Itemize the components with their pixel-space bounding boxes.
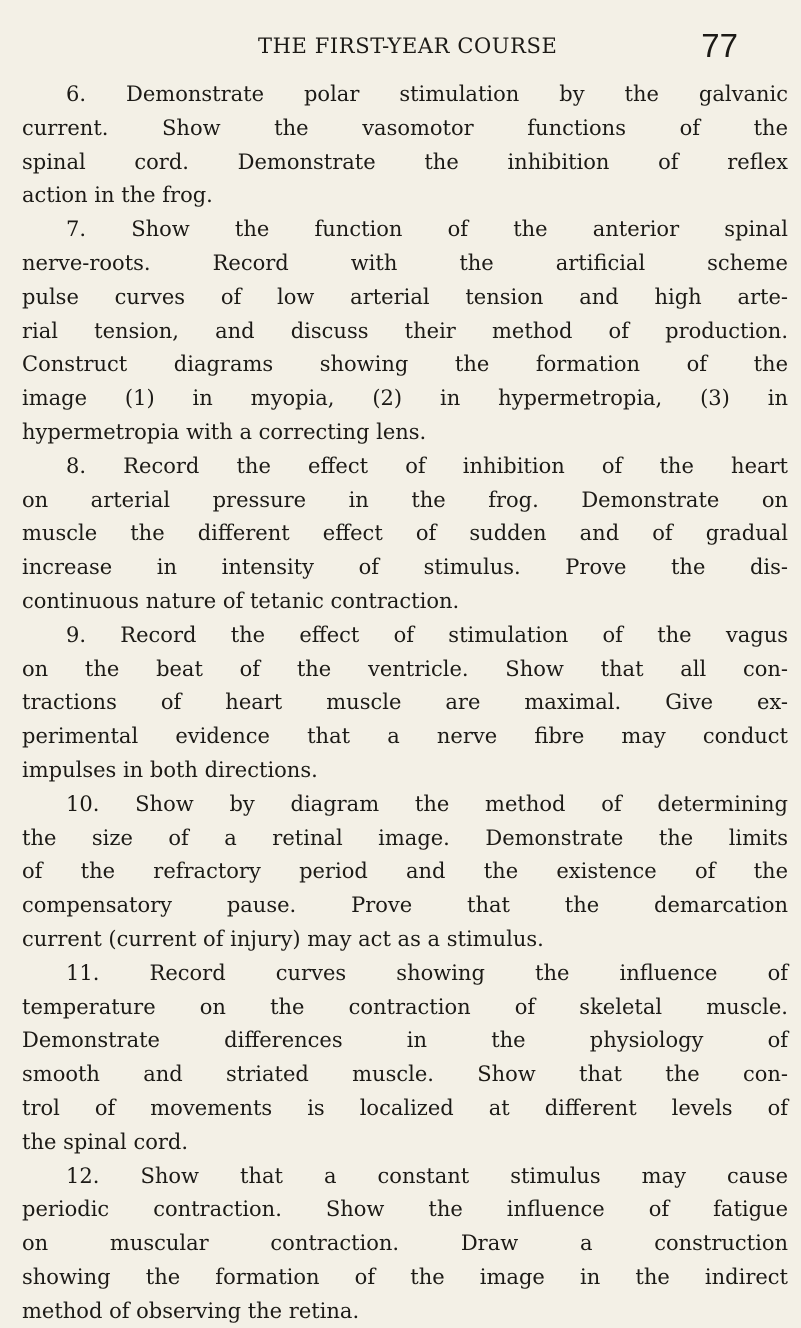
text-line: impulses in both directions. [22,754,788,788]
text-line: 11. Record curves showing the influence of [22,957,788,991]
text-line: on the beat of the ventricle. Show that all con- [22,653,788,687]
text-line: 6. Demonstrate polar stimulation by the galvanic [22,78,788,112]
text-line: pulse curves of low arterial tension and high arte- [22,281,788,315]
paragraph-12 [22,1160,788,1328]
text-line: action in the frog. [22,179,788,213]
text-line: on muscular contraction. Draw a construction [22,1227,788,1261]
text-line: 10. Show by diagram the method of determining [22,788,788,822]
text-line: image (1) in myopia, (2) in hypermetropia, (3) in [22,382,788,416]
running-head [248,30,738,70]
text-line: current. Show the vasomotor functions of the [22,112,788,146]
text-line: current (current of injury) may act as a stimulus. [22,923,788,957]
text-line: 12. Show that a constant stimulus may cause [22,1160,788,1194]
paragraph-9 [22,619,788,788]
text-line: nerve-roots. Record with the artificial scheme [22,247,788,281]
text-line: rial tension, and discuss their method of production. [22,315,788,349]
text-line: continuous nature of tetanic contraction. [22,585,788,619]
text-line: spinal cord. Demonstrate the inhibition of reflex [22,146,788,180]
text-line: tractions of heart muscle are maximal. Give ex- [22,686,788,720]
text-line: temperature on the contraction of skeletal muscle. [22,991,788,1025]
text-line: periodic contraction. Show the influence of fatigue [22,1193,788,1227]
text-line: compensatory pause. Prove that the demarcation [22,889,788,923]
text-line: 8. Record the effect of inhibition of the heart [22,450,788,484]
paragraph-10 [22,788,788,957]
paragraph-8 [22,450,788,619]
text-line: increase in intensity of stimulus. Prove the dis- [22,551,788,585]
text-line: on arterial pressure in the frog. Demonstrate on [22,484,788,518]
text-line: hypermetropia with a correcting lens. [22,416,788,450]
text-line: perimental evidence that a nerve fibre may conduct [22,720,788,754]
text-line: method of observing the retina. [22,1295,788,1328]
text-line: showing the formation of the image in the indirect [22,1261,788,1295]
text-line: smooth and striated muscle. Show that the con- [22,1058,788,1092]
running-title: THE FIRST-YEAR COURSE [258,34,557,58]
text-line: Demonstrate differences in the physiology of [22,1024,788,1058]
text-line: 7. Show the function of the anterior spinal [22,213,788,247]
text-line: 9. Record the effect of stimulation of the vagus [22,619,788,653]
text-line: of the refractory period and the existence of the [22,855,788,889]
text-line: the size of a retinal image. Demonstrate the limits [22,822,788,856]
text-line: Construct diagrams showing the formation of the [22,348,788,382]
paragraph-11 [22,957,788,1160]
paragraph-6 [22,78,788,213]
paragraph-7 [22,213,788,450]
text-line: the spinal cord. [22,1126,788,1160]
text-line: trol of movements is localized at different levels of [22,1092,788,1126]
text-line: muscle the different effect of sudden and of gradual [22,517,788,551]
body-text [22,78,788,1328]
page-number: 77 [701,27,738,65]
